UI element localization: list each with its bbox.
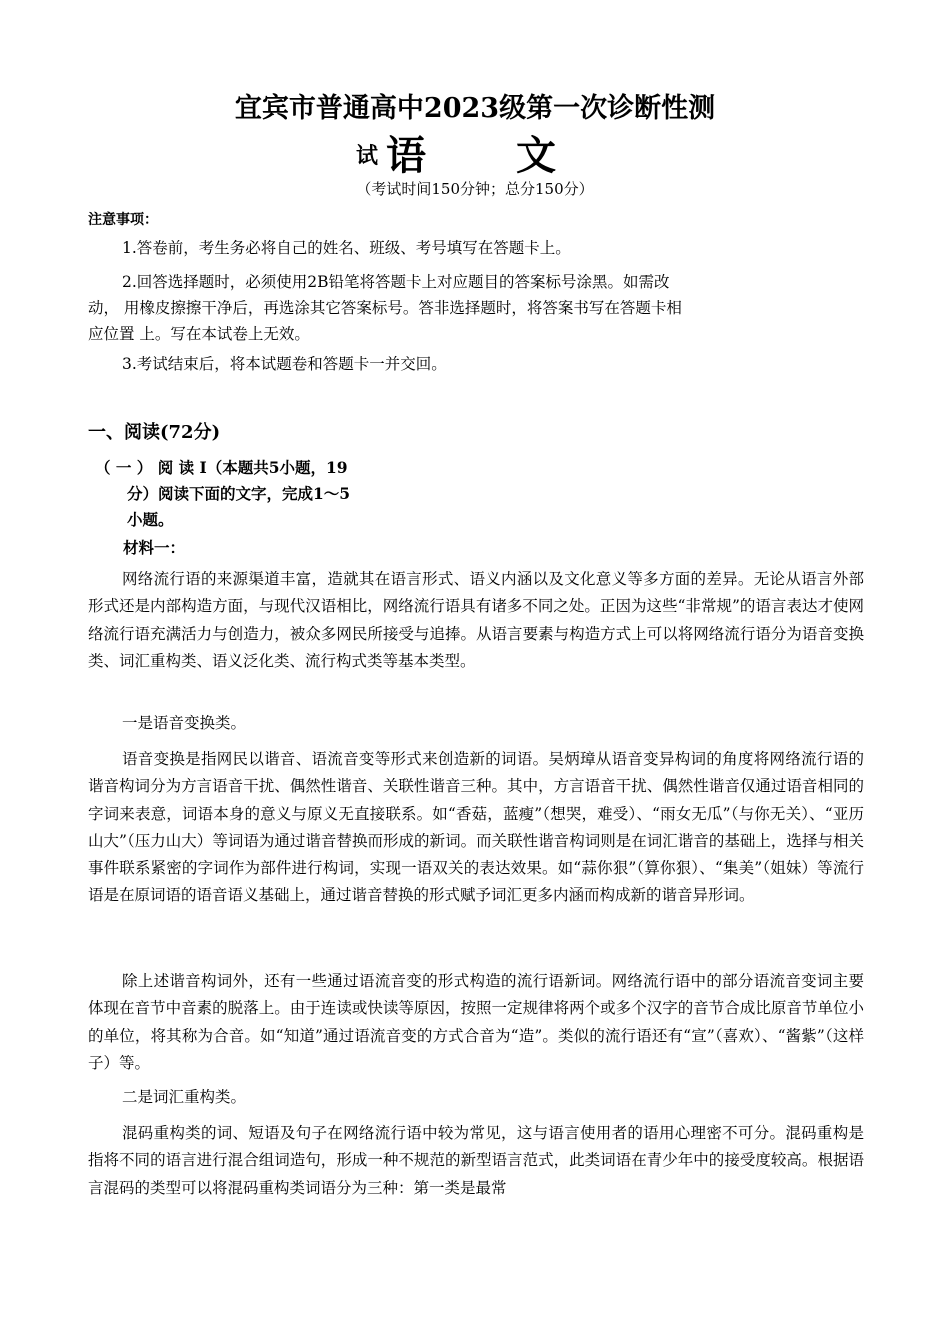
paragraph: 二是词汇重构类。	[122, 1088, 247, 1106]
paragraph: 混码重构类的词、短语及句子在网络流行语中较为常见，这与语言使用者的语用心理密不可分。混码重构是指将不同的语言进行混合组词造句，形成一种不规范的新型语言范式，此类词语在青少年中的接受度较高。根据语言混码的类型可以将混码重构类词语分为三种：第一类是最常	[88, 1124, 864, 1197]
material-label: 材料一：	[123, 538, 186, 557]
notice-item-2: 2.回答选择题时，必须使用2B铅笔将答题卡上对应题目的答案标号涂黑。如需改 动， 用橡皮擦擦干净后，再选涂其它答案标号。答非选择题时，将答案书写在答题卡相 应位置 上。写在本试卷上无效。	[88, 273, 682, 343]
notice-heading: 注意事项：	[88, 212, 158, 228]
paragraph: 语音变换是指网民以谐音、语流音变等形式来创造新的词语。吴炳璋从语音变异构词的角度将网络流行语的谐音构词分为方言语音干扰、偶然性谐音、关联性谐音三种。其中，方言语音干扰、偶然性谐音仅通过语音相同的字词来表意，词语本身的意义与原义无直接联系。如“香菇，蓝瘦”（想哭，难受）、“雨女无瓜”（与你无关）、“亚历山大”（压力山大）等词语为通过谐音替换而形成的新词。而关联性谐音构词则是在词汇谐音的基础上，选择与相关事件联系紧密的字词作为部件进行构词，实现一语双关的表达效果。如“蒜你狠”（算你狠）、“集美”（姐妹）等流行语是在原词语的语音语义基础上，通过谐音替换的形式赋予词汇更多内涵而构成新的谐音异形词。	[88, 750, 864, 905]
exam-info: （考试时间150分钟；总分150分）	[356, 180, 594, 198]
exam-title: 宜宾市普通高中2023级第一次诊断性测	[234, 93, 716, 124]
paragraph: 除上述谐音构词外，还有一些通过语流音变的形式构造的流行语新词。网络流行语中的部分语流音变词主要体现在音节中音素的脱落上。由于连读或快读等原因，按照一定规律将两个或多个汉字的音节合成比原音节单位小的单位，将其称为合音。如“知道”通过语流音变的方式合音为“造”。类似的流行语还有“宣”（喜欢）、“酱紫”（这样子）等。	[88, 972, 864, 1072]
notice-item-1: 1.答卷前，考生务必将自己的姓名、班级、考号填写在答题卡上。	[122, 239, 571, 257]
paragraph: 一是语音变换类。	[122, 714, 247, 732]
subsection-heading: （ 一 ） 阅 读 I（本题共5小题，19 分）阅读下面的文字，完成1～5 小题。	[95, 458, 351, 529]
title-continuation: 试	[356, 143, 379, 169]
section-heading: 一、阅读(72分)	[88, 422, 221, 443]
notice-item-3: 3.考试结束后，将本试题卷和答题卡一并交回。	[122, 355, 447, 373]
subject-title: 语 文	[386, 132, 594, 179]
exam-subject-line	[0, 124, 950, 181]
paragraph: 网络流行语的来源渠道丰富，造就其在语言形式、语义内涵以及文化意义等多方面的差异。无论从语言外部形式还是内部构造方面，与现代汉语相比，网络流行语具有诸多不同之处。正因为这些“非常规”的语言表达才使网络流行语充满活力与创造力，被众多网民所接受与追捧。从语言要素与构造方式上可以将网络流行语分为语音变换类、词汇重构类、语义泛化类、流行构式类等基本类型。	[88, 570, 864, 670]
